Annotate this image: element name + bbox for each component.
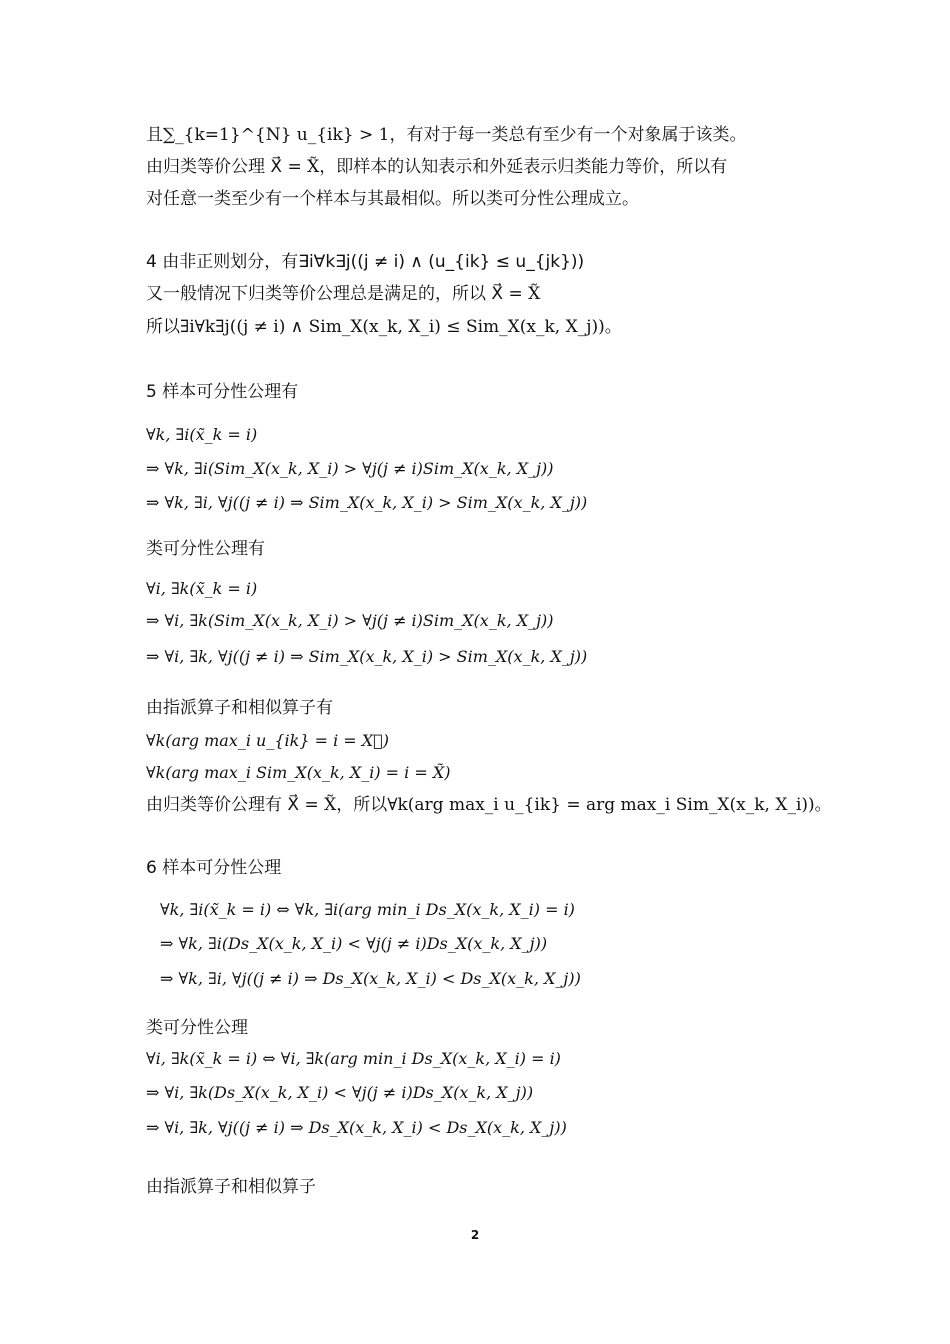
text-line: 所以∃i∀k∃j((j ≠ i) ∧ Sim_X(x_k, X_i) ≤ Sim_X(x_k, X_j))。 — [146, 317, 622, 337]
text-line: ⇒ ∀i, ∃k(Sim_X(x_k, X_i) > ∀j(j ≠ i)Sim_X(x_k, X_j)) — [146, 611, 554, 630]
text-line: ∀k, ∃i(x̃_k = i) — [146, 425, 258, 444]
text-line: ⇒ ∀i, ∃k(Ds_X(x_k, X_i) < ∀j(j ≠ i)Ds_X(x_k, X_j)) — [146, 1083, 534, 1102]
text-line: ⇒ ∀k, ∃i(Sim_X(x_k, X_i) > ∀j(j ≠ i)Sim_X(x_k, X_j)) — [146, 459, 554, 478]
text-line: ⇒ ∀k, ∃i, ∀j((j ≠ i) ⇒ Sim_X(x_k, X_i) > Sim_X(x_k, X_j)) — [146, 493, 588, 512]
text-line: ∀i, ∃k(x̃_k = i) ⇔ ∀i, ∃k(arg min_i Ds_X(x_k, X_i) = i) — [146, 1049, 561, 1068]
text-line: ⇒ ∀i, ∃k, ∀j((j ≠ i) ⇒ Ds_X(x_k, X_i) < Ds_X(x_k, X_j)) — [146, 1118, 567, 1137]
text-line: ⇒ ∀k, ∃i, ∀j((j ≠ i) ⇒ Ds_X(x_k, X_i) < Ds_X(x_k, X_j)) — [160, 969, 581, 988]
text-line: ∀k(arg max_i Sim_X(x_k, X_i) = i = X̃) — [146, 763, 451, 782]
text-line: ∀i, ∃k(x̃_k = i) — [146, 579, 258, 598]
text-line: ⇒ ∀k, ∃i(Ds_X(x_k, X_i) < ∀j(j ≠ i)Ds_X(x_k, X_j)) — [160, 934, 548, 953]
text-line: 由归类等价公理有 X⃗ = X̃，所以∀k(arg max_i u_{ik} = arg max_i Sim_X(x_k, X_i))。 — [146, 795, 832, 815]
text-line: 且∑_{k=1}^{N} u_{ik} > 1，有对于每一类总有至少有一个对象属于该类。 — [146, 125, 747, 145]
text-line: 6 样本可分性公理 — [146, 858, 282, 878]
text-line: 由指派算子和相似算子有 — [146, 698, 333, 718]
text-line: 又一般情况下归类等价公理总是满足的，所以 X⃗ = X̃ — [146, 284, 541, 304]
text-line: 4 由非正则划分，有∃i∀k∃j((j ≠ i) ∧ (u_{ik} ≤ u_{jk})) — [146, 252, 585, 272]
text-line: ∀k(arg max_i u_{ik} = i = X⃗) — [146, 731, 390, 750]
text-line: 类可分性公理 — [146, 1018, 248, 1038]
text-line: 对任意一类至少有一个样本与其最相似。所以类可分性公理成立。 — [146, 189, 639, 209]
text-line: 5 样本可分性公理有 — [146, 382, 299, 402]
text-line: 由归类等价公理 X⃗ = X̃，即样本的认知表示和外延表示归类能力等价，所以有 — [146, 157, 728, 177]
text-line: 由指派算子和相似算子 — [146, 1177, 316, 1197]
text-line: ∀k, ∃i(x̃_k = i) ⇔ ∀k, ∃i(arg min_i Ds_X(x_k, X_i) = i) — [160, 900, 575, 919]
page-number: 2 — [470, 1228, 480, 1242]
text-line: 类可分性公理有 — [146, 539, 265, 559]
text-line: ⇒ ∀i, ∃k, ∀j((j ≠ i) ⇒ Sim_X(x_k, X_i) > Sim_X(x_k, X_j)) — [146, 647, 588, 666]
